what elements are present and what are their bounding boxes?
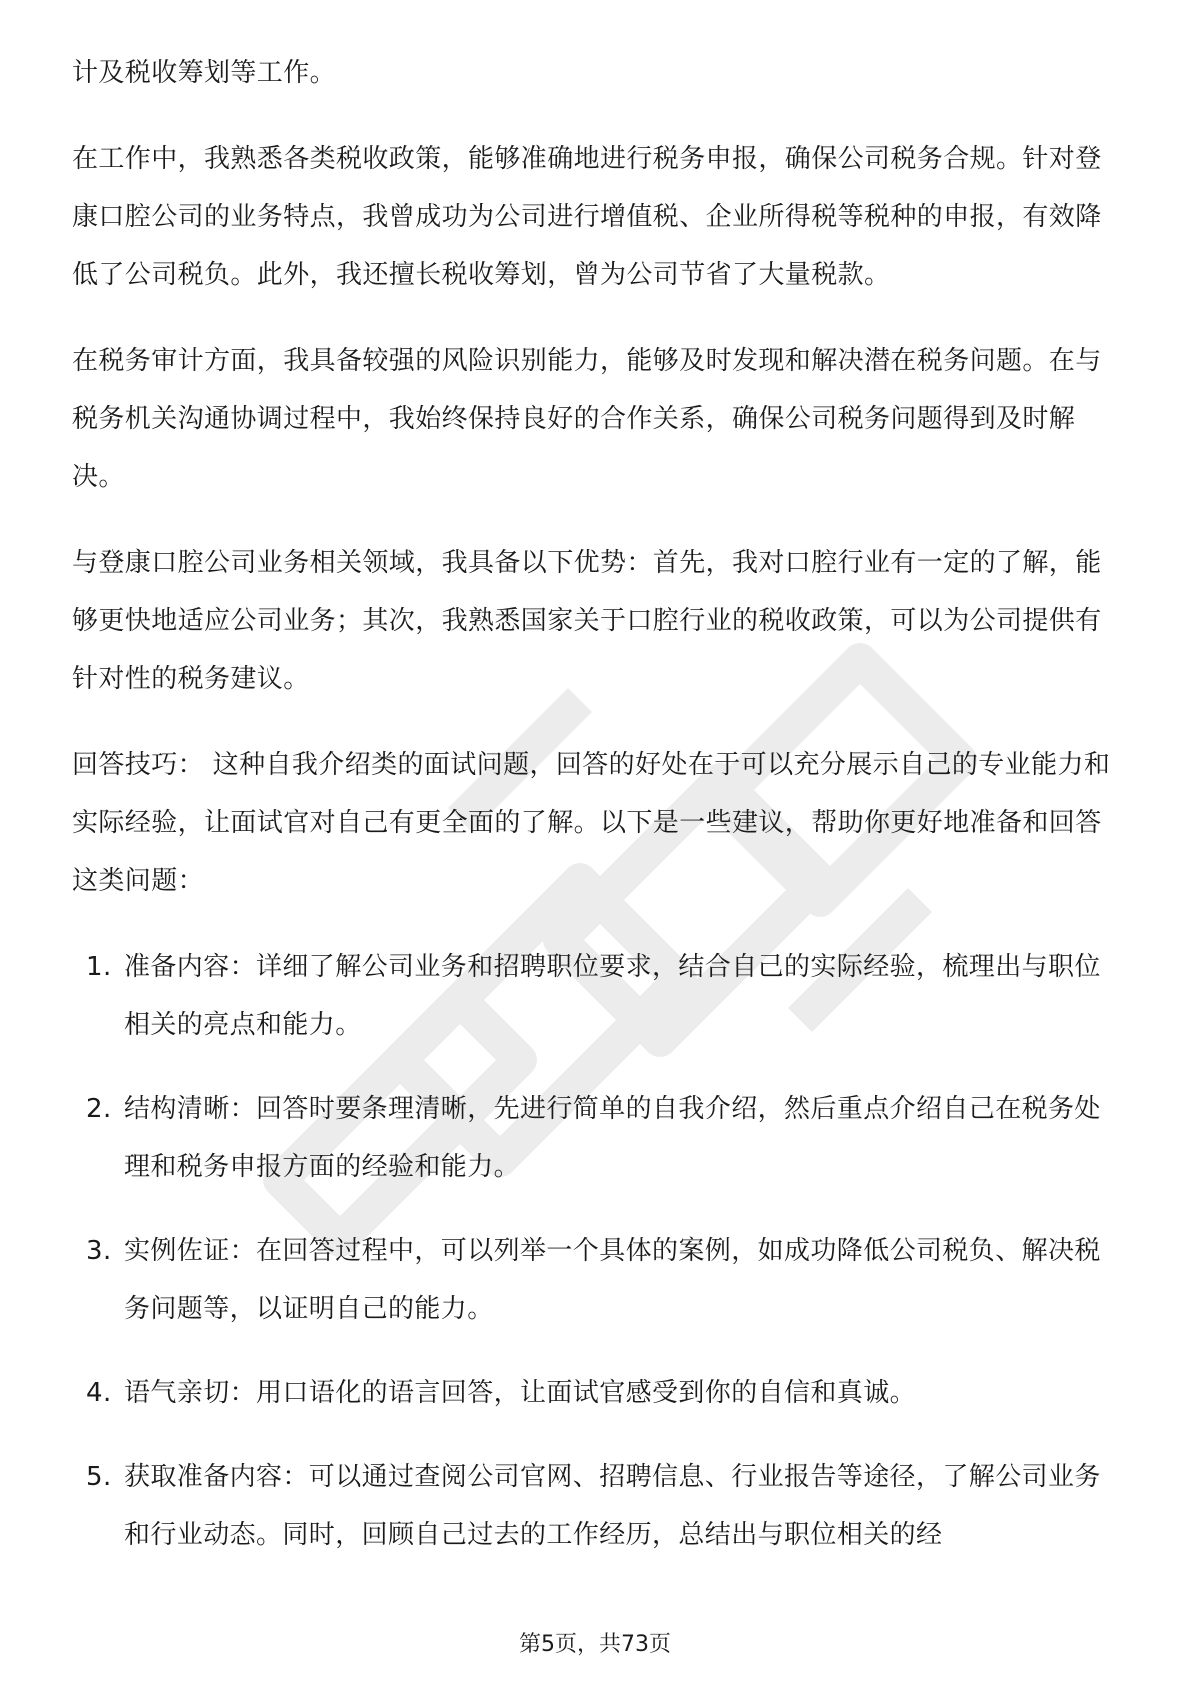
list-item-number: 5.: [86, 1462, 112, 1492]
list-item: [72, 1448, 1122, 1564]
page-number-footer: 第5页，共73页: [519, 1632, 671, 1657]
list-item-number: 2.: [86, 1094, 112, 1124]
list-item-number: 1.: [86, 952, 112, 982]
list-item: [72, 1364, 1122, 1422]
paragraph-answer-tips: 回答技巧： 这种自我介绍类的面试问题，回答的好处在于可以充分展示自己的专业能力和实际经验，让面试官对自己有更全面的了解。以下是一些建议，帮助你更好地准备和回答这类问题：: [72, 750, 1111, 896]
list-item: [72, 1222, 1122, 1338]
list-item-text: 准备内容：详细了解公司业务和招聘职位要求，结合自己的实际经验，梳理出与职位相关的亮点和能力。: [124, 952, 1101, 1040]
paragraph-industry-advantages: 与登康口腔公司业务相关领域，我具备以下优势：首先，我对口腔行业有一定的了解，能够更快地适应公司业务；其次，我熟悉国家关于口腔行业的税收政策，可以为公司提供有针对性的税务建议。: [72, 548, 1102, 694]
document-body: [72, 44, 1122, 1590]
list-item-text: 实例佐证：在回答过程中，可以列举一个具体的案例，如成功降低公司税负、解决税务问题等，以证明自己的能力。: [124, 1236, 1101, 1324]
paragraph-intro-fragment: 计及税收筹划等工作。: [72, 58, 337, 88]
list-item-number: 3.: [86, 1236, 112, 1266]
list-item: [72, 938, 1122, 1054]
list-item: [72, 1080, 1122, 1196]
tips-list: [72, 938, 1122, 1564]
list-item-number: 4.: [86, 1378, 112, 1408]
list-item-text: 结构清晰：回答时要条理清晰，先进行简单的自我介绍，然后重点介绍自己在税务处理和税务申报方面的经验和能力。: [124, 1094, 1101, 1182]
list-item-text: 语气亲切：用口语化的语言回答，让面试官感受到你的自信和真诚。: [124, 1378, 917, 1408]
list-item-text: 获取准备内容：可以通过查阅公司官网、招聘信息、行业报告等途径，了解公司业务和行业动态。同时，回顾自己过去的工作经历，总结出与职位相关的经: [124, 1462, 1101, 1550]
paragraph-tax-audit: 在税务审计方面，我具备较强的风险识别能力，能够及时发现和解决潜在税务问题。在与税务机关沟通协调过程中，我始终保持良好的合作关系，确保公司税务问题得到及时解决。: [72, 346, 1102, 492]
paragraph-tax-experience: 在工作中，我熟悉各类税收政策，能够准确地进行税务申报，确保公司税务合规。针对登康口腔公司的业务特点，我曾成功为公司进行增值税、企业所得税等税种的申报，有效降低了公司税负。此外，我还擅长税收筹划，曾为公司节省了大量税款。: [72, 144, 1102, 290]
